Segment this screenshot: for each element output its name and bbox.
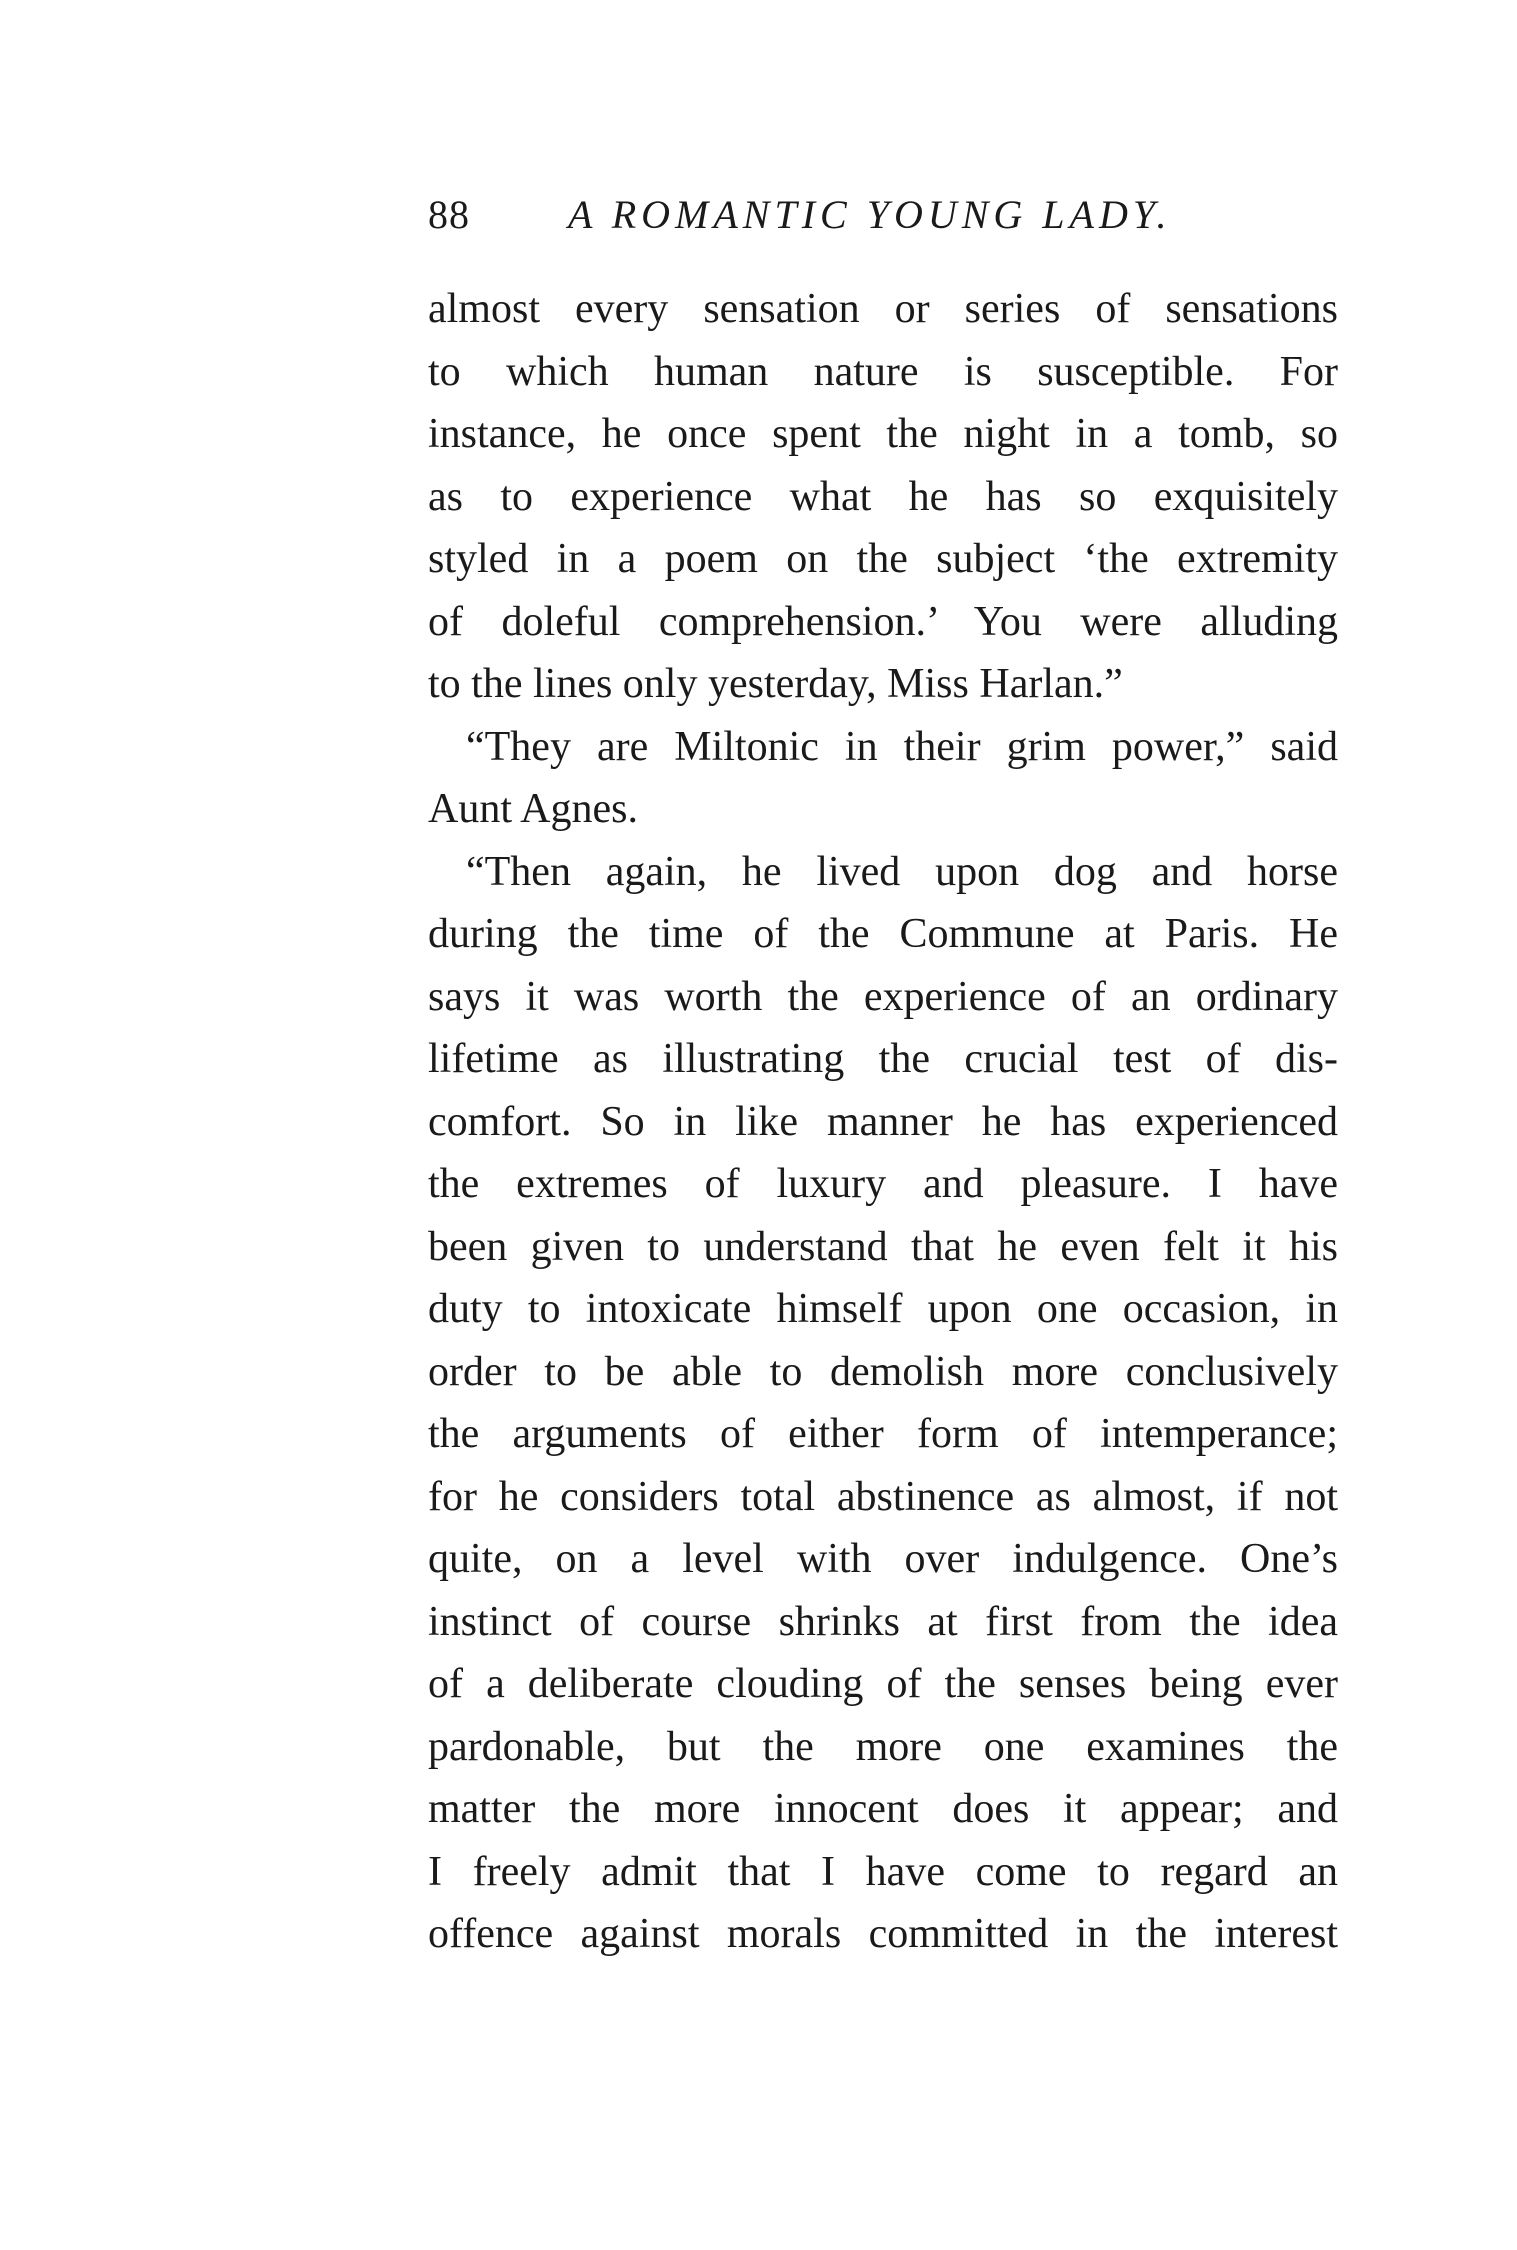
text-line: of doleful comprehension.’ You were alluding [428, 598, 1338, 645]
text-line: for he considers total abstinence as almost, if not [428, 1473, 1338, 1520]
text-line: almost every sensation or series of sensations [428, 286, 1338, 332]
text-line: instinct of course shrinks at first from the idea [428, 1598, 1338, 1645]
text-line: lifetime as illustrating the crucial test of dis- [428, 1036, 1338, 1082]
text-line: as to experience what he has so exquisitely [428, 473, 1338, 520]
text-line: matter the more innocent does it appear; and [428, 1786, 1338, 1832]
text-line: of a deliberate clouding of the senses being ever [428, 1661, 1338, 1707]
text-line: Aunt Agnes. [428, 786, 638, 832]
body-text [428, 278, 1338, 1966]
text-line: during the time of the Commune at Paris. He [428, 911, 1338, 957]
text-line: says it was worth the experience of an ordinary [428, 973, 1338, 1020]
text-line: “Then again, he lived upon dog and horse [466, 848, 1338, 895]
text-line: been given to understand that he even felt it his [428, 1223, 1338, 1270]
text-line: the extremes of luxury and pleasure. I have [428, 1161, 1338, 1207]
text-line: to the lines only yesterday, Miss Harlan.” [428, 661, 1123, 707]
text-line: I freely admit that I have come to regard an [428, 1848, 1338, 1895]
text-line: to which human nature is susceptible. For [428, 348, 1338, 395]
text-line: offence against morals committed in the interest [428, 1911, 1338, 1957]
running-title: A ROMANTIC YOUNG LADY. [568, 192, 1172, 237]
text-line: styled in a poem on the subject ‘the extremity [428, 536, 1338, 582]
text-line: quite, on a level with over indulgence. One’s [428, 1536, 1338, 1582]
text-line: “They are Miltonic in their grim power,” said [466, 723, 1338, 770]
text-line: pardonable, but the more one examines the [428, 1723, 1338, 1770]
text-line: duty to intoxicate himself upon one occasion, in [428, 1286, 1338, 1332]
text-line: order to be able to demolish more conclusively [428, 1348, 1338, 1395]
text-line: instance, he once spent the night in a tomb, so [428, 411, 1338, 457]
text-line: comfort. So in like manner he has experienced [428, 1098, 1338, 1145]
page-number: 88 [428, 192, 470, 237]
text-line: the arguments of either form of intemperance; [428, 1411, 1338, 1457]
running-head [428, 185, 1348, 245]
